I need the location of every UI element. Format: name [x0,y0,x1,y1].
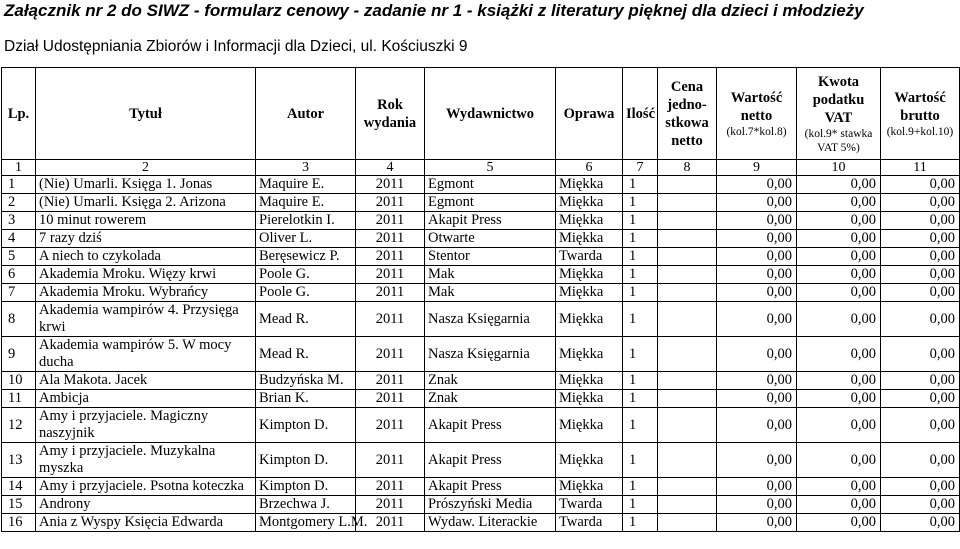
table-row [2,230,960,248]
row-binding: Miękka [556,302,623,337]
row-gross-value: 0,00 [881,176,960,194]
header-unit-price: Cena jedno-stkowa netto [658,68,717,160]
row-unit-price [658,372,717,390]
row-lp: 3 [2,212,36,230]
row-publisher: Akapit Press [425,443,556,478]
row-vat: 0,00 [797,443,881,478]
row-unit-price [658,390,717,408]
row-year: 2011 [356,266,425,284]
row-author: Mead R. [256,302,356,337]
column-number: 11 [881,160,960,176]
row-binding: Miękka [556,284,623,302]
row-publisher: Akapit Press [425,408,556,443]
column-number: 4 [356,160,425,176]
row-quantity: 1 [623,284,658,302]
row-author: Kimpton D. [256,443,356,478]
row-publisher: Akapit Press [425,478,556,496]
row-title: Ambicja [36,390,256,408]
row-year: 2011 [356,390,425,408]
row-title: Akademia wampirów 5. W mocy ducha [36,337,256,372]
row-vat: 0,00 [797,390,881,408]
row-unit-price [658,478,717,496]
row-quantity: 1 [623,230,658,248]
row-publisher: Egmont [425,176,556,194]
table-row [2,266,960,284]
row-quantity: 1 [623,443,658,478]
row-lp: 16 [2,514,36,532]
row-publisher: Akapit Press [425,212,556,230]
row-author: Mead R. [256,337,356,372]
row-lp: 8 [2,302,36,337]
row-binding: Miękka [556,337,623,372]
row-vat: 0,00 [797,514,881,532]
row-year: 2011 [356,194,425,212]
row-quantity: 1 [623,372,658,390]
row-publisher: Mak [425,284,556,302]
row-binding: Twarda [556,248,623,266]
row-publisher: Otwarte [425,230,556,248]
row-author: Brian K. [256,390,356,408]
row-gross-value: 0,00 [881,230,960,248]
row-net-value: 0,00 [717,337,797,372]
header-net-value [717,68,797,160]
row-lp: 9 [2,337,36,372]
table-row [2,212,960,230]
row-net-value: 0,00 [717,443,797,478]
header-title: Tytuł [36,68,256,160]
column-number: 3 [256,160,356,176]
row-publisher: Prószyński Media [425,496,556,514]
row-vat: 0,00 [797,248,881,266]
row-lp: 7 [2,284,36,302]
row-quantity: 1 [623,337,658,372]
table-row [2,390,960,408]
row-lp: 13 [2,443,36,478]
row-vat: 0,00 [797,496,881,514]
table-row [2,496,960,514]
row-author: Beręsewicz P. [256,248,356,266]
row-title: Androny [36,496,256,514]
price-form-table [1,67,960,532]
row-publisher: Znak [425,390,556,408]
row-gross-value: 0,00 [881,372,960,390]
row-author: Pierelotkin I. [256,212,356,230]
row-publisher: Nasza Księgarnia [425,302,556,337]
table-row [2,478,960,496]
row-year: 2011 [356,230,425,248]
row-title: Amy i przyjaciele. Psotna koteczka [36,478,256,496]
row-binding: Miękka [556,408,623,443]
row-net-value: 0,00 [717,212,797,230]
table-row [2,372,960,390]
table-row [2,176,960,194]
row-gross-value: 0,00 [881,443,960,478]
row-title: (Nie) Umarli. Księga 2. Arizona [36,194,256,212]
row-gross-value: 0,00 [881,496,960,514]
row-net-value: 0,00 [717,372,797,390]
row-net-value: 0,00 [717,478,797,496]
row-title: Ania z Wyspy Księcia Edwarda [36,514,256,532]
column-number: 9 [717,160,797,176]
row-publisher: Wydaw. Literackie [425,514,556,532]
header-lp: Lp. [2,68,36,160]
row-lp: 2 [2,194,36,212]
row-net-value: 0,00 [717,248,797,266]
row-lp: 10 [2,372,36,390]
row-gross-value: 0,00 [881,266,960,284]
row-binding: Miękka [556,266,623,284]
row-gross-value: 0,00 [881,390,960,408]
column-number: 10 [797,160,881,176]
row-vat: 0,00 [797,284,881,302]
row-unit-price [658,194,717,212]
row-year: 2011 [356,408,425,443]
row-gross-value: 0,00 [881,514,960,532]
row-title: Akademia Mroku. Wybrańcy [36,284,256,302]
row-title: 7 razy dziś [36,230,256,248]
row-binding: Miękka [556,194,623,212]
row-unit-price [658,408,717,443]
row-unit-price [658,230,717,248]
row-gross-value: 0,00 [881,408,960,443]
table-body [2,176,960,532]
column-number: 6 [556,160,623,176]
row-vat: 0,00 [797,266,881,284]
row-binding: Miękka [556,212,623,230]
row-binding: Miękka [556,478,623,496]
row-quantity: 1 [623,194,658,212]
row-year: 2011 [356,176,425,194]
row-binding: Miękka [556,230,623,248]
row-author: Maquire E. [256,176,356,194]
row-unit-price [658,302,717,337]
row-publisher: Nasza Księgarnia [425,337,556,372]
row-binding: Miękka [556,390,623,408]
row-year: 2011 [356,212,425,230]
header-year: Rok wydania [356,68,425,160]
row-quantity: 1 [623,478,658,496]
column-number: 5 [425,160,556,176]
row-vat: 0,00 [797,176,881,194]
header-gross-value-label: Wartość brutto [894,89,946,124]
row-vat: 0,00 [797,372,881,390]
row-title: Akademia wampirów 4. Przysięga krwi [36,302,256,337]
row-title: Akademia Mroku. Więzy krwi [36,266,256,284]
row-author: Budzyńska M. [256,372,356,390]
row-unit-price [658,514,717,532]
row-year: 2011 [356,284,425,302]
row-year: 2011 [356,478,425,496]
row-year: 2011 [356,248,425,266]
row-title: (Nie) Umarli. Księga 1. Jonas [36,176,256,194]
row-title: Amy i przyjaciele. Magiczny naszyjnik [36,408,256,443]
row-gross-value: 0,00 [881,337,960,372]
column-number: 1 [2,160,36,176]
document-subtitle: Dział Udostępniania Zbiorów i Informacji dla Dzieci, ul. Kościuszki 9 [4,38,468,55]
header-publisher: Wydawnictwo [425,68,556,160]
table-row [2,514,960,532]
row-vat: 0,00 [797,302,881,337]
row-vat: 0,00 [797,478,881,496]
row-net-value: 0,00 [717,194,797,212]
row-quantity: 1 [623,302,658,337]
row-gross-value: 0,00 [881,478,960,496]
row-vat: 0,00 [797,212,881,230]
table-row [2,194,960,212]
row-net-value: 0,00 [717,302,797,337]
row-net-value: 0,00 [717,230,797,248]
header-row [2,68,960,160]
row-lp: 11 [2,390,36,408]
row-net-value: 0,00 [717,284,797,302]
row-unit-price [658,248,717,266]
row-quantity: 1 [623,212,658,230]
column-number-row [2,160,960,176]
row-author: Maquire E. [256,194,356,212]
row-quantity: 1 [623,408,658,443]
row-year: 2011 [356,514,425,532]
table-row [2,337,960,372]
table-row [2,443,960,478]
table-row [2,248,960,266]
row-title: A niech to czykolada [36,248,256,266]
row-title: 10 minut rowerem [36,212,256,230]
row-year: 2011 [356,496,425,514]
row-year: 2011 [356,337,425,372]
row-publisher: Znak [425,372,556,390]
row-year: 2011 [356,372,425,390]
row-lp: 12 [2,408,36,443]
header-gross-value-note: (kol.9+kol.10) [886,125,954,138]
row-author: Kimpton D. [256,478,356,496]
header-net-value-label: Wartość netto [730,89,783,124]
row-gross-value: 0,00 [881,212,960,230]
row-binding: Miękka [556,176,623,194]
row-vat: 0,00 [797,408,881,443]
row-binding: Twarda [556,514,623,532]
row-author: Kimpton D. [256,408,356,443]
row-gross-value: 0,00 [881,284,960,302]
row-author: Oliver L. [256,230,356,248]
row-vat: 0,00 [797,194,881,212]
row-publisher: Stentor [425,248,556,266]
row-binding: Miękka [556,443,623,478]
row-gross-value: 0,00 [881,248,960,266]
header-vat-amount [797,68,881,160]
row-net-value: 0,00 [717,408,797,443]
table-row [2,302,960,337]
row-unit-price [658,284,717,302]
header-vat-amount-note: (kol.9* stawka VAT 5%) [804,127,873,154]
row-year: 2011 [356,443,425,478]
row-lp: 14 [2,478,36,496]
row-net-value: 0,00 [717,390,797,408]
row-year: 2011 [356,302,425,337]
row-author: Poole G. [256,284,356,302]
row-unit-price [658,443,717,478]
column-number: 2 [36,160,256,176]
row-unit-price [658,212,717,230]
row-author: Brzechwa J. [256,496,356,514]
row-lp: 4 [2,230,36,248]
row-quantity: 1 [623,514,658,532]
row-lp: 6 [2,266,36,284]
row-unit-price [658,496,717,514]
row-author: Poole G. [256,266,356,284]
row-publisher: Mak [425,266,556,284]
row-binding: Miękka [556,372,623,390]
row-net-value: 0,00 [717,266,797,284]
table-row [2,284,960,302]
document-title: Załącznik nr 2 do SIWZ - formularz cenowy - zadanie nr 1 - książki z literatury pięknej dla dzieci i młodzieży [4,1,864,20]
header-gross-value [881,68,960,160]
header-binding: Oprawa [556,68,623,160]
row-quantity: 1 [623,266,658,284]
row-gross-value: 0,00 [881,194,960,212]
column-number: 7 [623,160,658,176]
header-quantity: Ilość [623,68,658,160]
row-publisher: Egmont [425,194,556,212]
row-net-value: 0,00 [717,176,797,194]
header-author: Autor [256,68,356,160]
row-quantity: 1 [623,176,658,194]
row-title: Ala Makota. Jacek [36,372,256,390]
row-vat: 0,00 [797,230,881,248]
row-binding: Twarda [556,496,623,514]
row-unit-price [658,337,717,372]
row-author: Montgomery L.M. [256,514,356,532]
column-number: 8 [658,160,717,176]
header-net-value-note: (kol.7*kol.8) [726,125,787,138]
row-net-value: 0,00 [717,496,797,514]
row-quantity: 1 [623,248,658,266]
row-net-value: 0,00 [717,514,797,532]
row-lp: 5 [2,248,36,266]
row-vat: 0,00 [797,337,881,372]
row-quantity: 1 [623,390,658,408]
row-gross-value: 0,00 [881,302,960,337]
row-lp: 15 [2,496,36,514]
row-title: Amy i przyjaciele. Muzykalna myszka [36,443,256,478]
table-row [2,408,960,443]
header-vat-amount-label: Kwota podatku VAT [812,73,865,126]
row-quantity: 1 [623,496,658,514]
row-lp: 1 [2,176,36,194]
row-unit-price [658,176,717,194]
row-unit-price [658,266,717,284]
